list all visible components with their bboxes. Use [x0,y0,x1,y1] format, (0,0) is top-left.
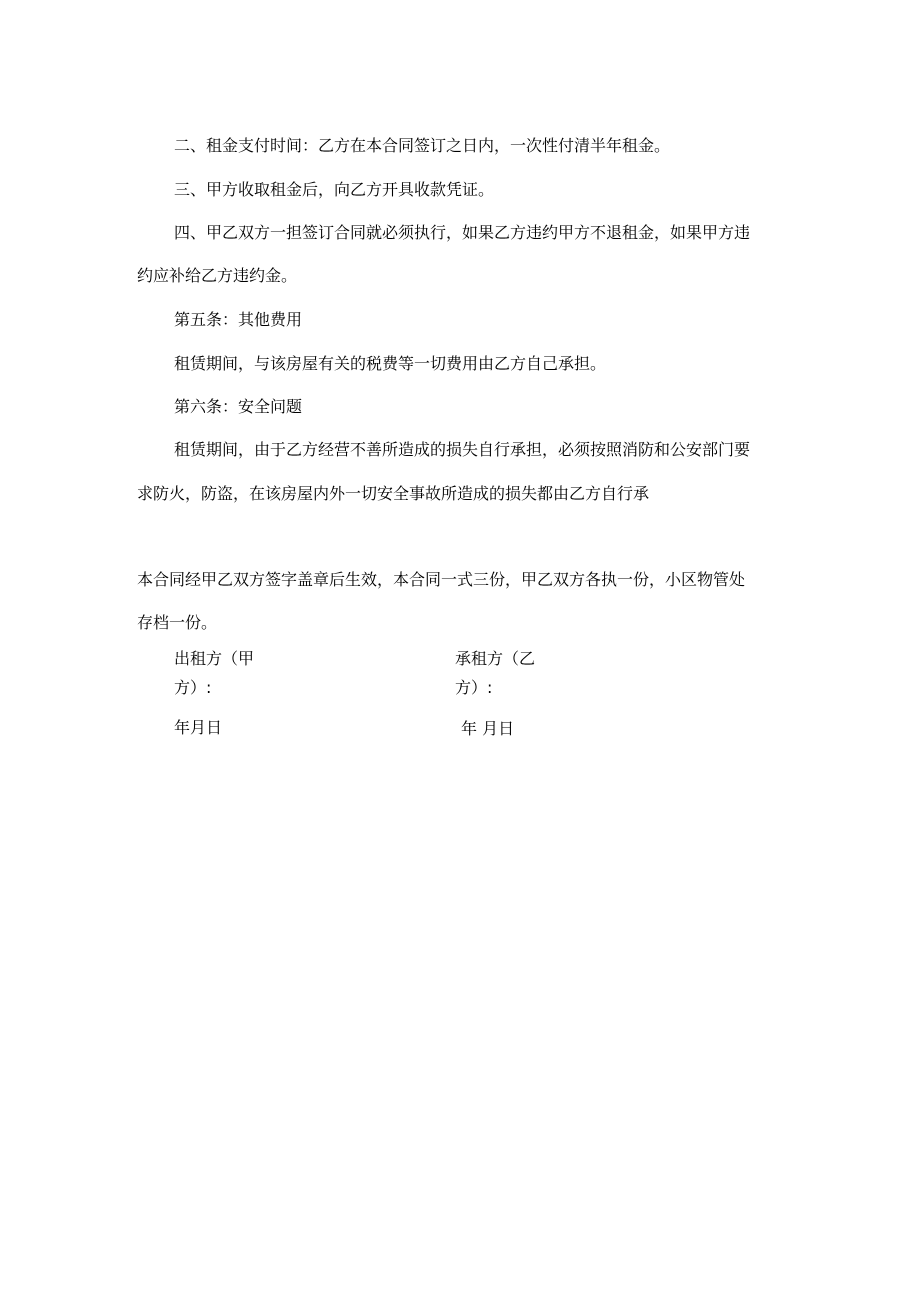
receipt-clause: 三、甲方收取租金后，向乙方开具收款凭证。 [174,180,495,199]
lessee-label-line-2: 方）: [455,678,493,697]
article-6-body-line-2: 求防火，防盗，在该房屋内外一切安全事故所造成的损失都由乙方自行承 [137,484,650,503]
breach-clause-line-1: 四、甲乙双方一担签订合同就必须执行，如果乙方违约甲方不退租金，如果甲方违 [174,223,751,242]
article-6-body-line-1: 租赁期间，由于乙方经营不善所造成的损失自行承担，必须按照消防和公安部门要 [174,440,751,459]
lessor-label-line-1: 出租方（甲 [174,649,255,668]
lessee-label-line-1: 承租方（乙 [455,649,536,668]
article-6-title: 第六条：安全问题 [174,397,303,416]
breach-clause-line-2: 约应补给乙方违约金。 [137,266,298,285]
article-5-title: 第五条：其他费用 [174,310,303,329]
payment-time-clause: 二、租金支付时间：乙方在本合同签订之日内，一次性付清半年租金。 [174,136,671,155]
lessor-date: 年月日 [174,718,223,737]
article-5-body: 租赁期间，与该房屋有关的税费等一切费用由乙方自己承担。 [174,354,607,373]
lessee-date: 年 月日 [461,719,515,738]
effect-clause-line-1: 本合同经甲乙双方签字盖章后生效，本合同一式三份，甲乙双方各执一份，小区物管处 [137,570,746,589]
lessor-label-line-2: 方）: [174,678,212,697]
effect-clause-line-2: 存档一份。 [137,613,218,632]
